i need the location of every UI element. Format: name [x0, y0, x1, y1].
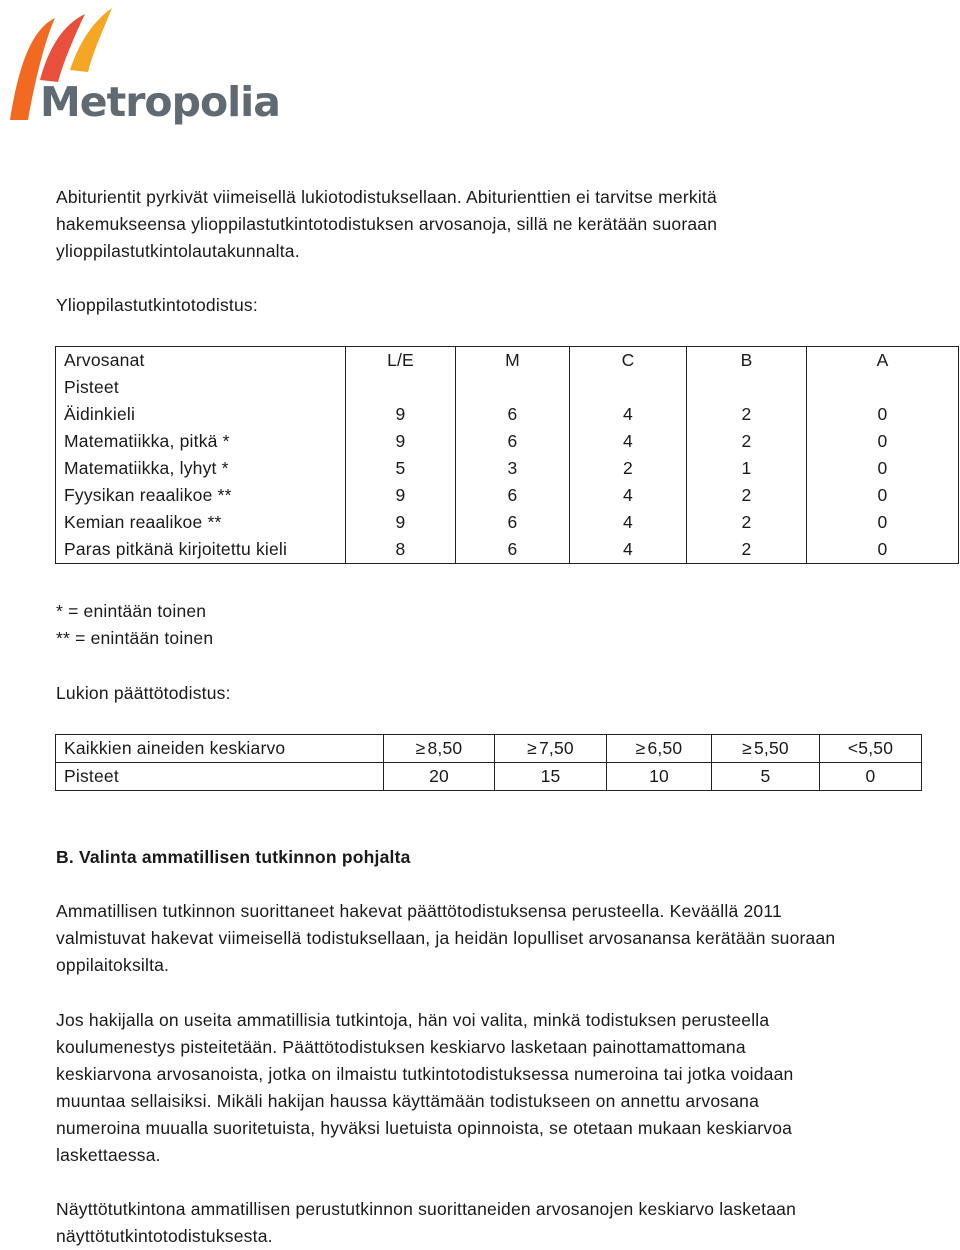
paragraph-3 [56, 1196, 946, 1250]
header-cell: L/E [346, 347, 456, 375]
table-cell [712, 735, 820, 763]
table-row [56, 763, 922, 791]
row-label: Pisteet [56, 374, 346, 401]
row-label: Fyysikan reaalikoe ** [56, 482, 346, 509]
metropolia-logo [0, 0, 280, 140]
table-cell: 2 [687, 401, 807, 428]
table-cell: 0 [807, 536, 959, 564]
row-label: Matematiikka, pitkä * [56, 428, 346, 455]
table-cell: 6 [456, 509, 570, 536]
table-cell: 2 [687, 536, 807, 564]
table-cell: 8 [346, 536, 456, 564]
row-label: Kemian reaalikoe ** [56, 509, 346, 536]
paragraph-line: Ammatillisen tutkinnon suorittaneet hakevat päättötodistuksensa perusteella. Keväällä 2011 [56, 901, 782, 921]
paragraph-2 [56, 1007, 946, 1169]
paragraph-line: valmistuvat hakevat viimeisellä todistuksellaan, ja heidän lopulliset arvosanansa kerätään suoraan [56, 928, 836, 948]
intro-paragraph [56, 184, 946, 265]
threshold-value: 6,50 [647, 738, 683, 758]
table-row [56, 401, 959, 428]
table-header-row [56, 347, 959, 375]
header-cell: M [456, 347, 570, 375]
threshold-value: 5,50 [753, 738, 789, 758]
table-cell: 0 [807, 401, 959, 428]
table-cell: 4 [570, 482, 687, 509]
table-cell: 0 [807, 482, 959, 509]
table-cell [384, 735, 495, 763]
yo-heading: Ylioppilastutkintotodistus: [56, 295, 258, 315]
table-cell [607, 735, 712, 763]
section-b-heading: B. Valinta ammatillisen tutkinnon pohjalta [56, 847, 411, 867]
table-cell: 0 [807, 455, 959, 482]
ge-symbol: ≥ [742, 738, 752, 758]
table-row [56, 536, 959, 564]
table-row [56, 509, 959, 536]
table-cell: 2 [687, 482, 807, 509]
table-cell: 4 [570, 401, 687, 428]
paragraph-1 [56, 898, 946, 979]
table-cell: 3 [456, 455, 570, 482]
table-cell: 2 [687, 509, 807, 536]
table-cell: 4 [570, 536, 687, 564]
footnote: ** = enintään toinen [56, 628, 214, 648]
paragraph-line: muuntaa sellaisiksi. Mikäli hakijan haussa käyttämään todistukseen on annettu arvosana [56, 1091, 760, 1111]
table-cell: 0 [820, 763, 922, 791]
table-cell: 2 [687, 428, 807, 455]
row-label: Pisteet [56, 763, 384, 791]
footnote: * = enintään toinen [56, 601, 207, 621]
paragraph-line: Näyttötutkintona ammatillisen perustutkinnon suorittaneiden arvosanojen keskiarvo lasketaan [56, 1199, 796, 1219]
intro-line: hakemukseensa ylioppilastutkintotodistuksen arvosanoja, sillä ne kerätään suoraan [56, 214, 718, 234]
table-row [56, 482, 959, 509]
logo-text: Metropolia [40, 78, 280, 126]
table-cell [807, 374, 959, 401]
table-cell: 4 [570, 428, 687, 455]
table-cell [456, 374, 570, 401]
lukio-grades-table [55, 734, 922, 791]
paragraph-line: oppilaitoksilta. [56, 955, 170, 975]
table-cell: 6 [456, 482, 570, 509]
table-cell: 9 [346, 482, 456, 509]
table-cell: 1 [687, 455, 807, 482]
row-label: Äidinkieli [56, 401, 346, 428]
table-row [56, 428, 959, 455]
table-cell [346, 374, 456, 401]
header-cell: Arvosanat [56, 347, 346, 375]
paragraph-line: keskiarvona arvosanoista, jotka on ilmaistu tutkintotodistuksessa numeroina tai jotka voidaan [56, 1064, 794, 1084]
table-cell: 5 [712, 763, 820, 791]
intro-line: Abiturientit pyrkivät viimeisellä lukiotodistuksellaan. Abiturienttien ei tarvitse merkitä [56, 187, 717, 207]
table-cell: 0 [807, 509, 959, 536]
header-cell: B [687, 347, 807, 375]
table-cell: 10 [607, 763, 712, 791]
ge-symbol: ≥ [635, 738, 646, 758]
table-cell: 6 [456, 536, 570, 564]
paragraph-line: Jos hakijalla on useita ammatillisia tutkintoja, hän voi valita, minkä todistuksen perusteella [56, 1010, 770, 1030]
table-cell: 20 [384, 763, 495, 791]
table-cell: 6 [456, 428, 570, 455]
header-cell: A [807, 347, 959, 375]
table-row [56, 455, 959, 482]
table-cell: 5 [346, 455, 456, 482]
threshold-value: 8,50 [427, 738, 463, 758]
table-cell: 9 [346, 428, 456, 455]
paragraph-line: koulumenestys pisteitetään. Päättötodistuksen keskiarvo lasketaan painottamattomana [56, 1037, 746, 1057]
table-cell: 6 [456, 401, 570, 428]
table-cell: 2 [570, 455, 687, 482]
paragraph-line: näyttötutkintotodistuksesta. [56, 1226, 273, 1246]
row-label: Paras pitkänä kirjoitettu kieli [56, 536, 346, 564]
paragraph-line: laskettaessa. [56, 1145, 161, 1165]
footnotes [56, 598, 946, 652]
intro-line: ylioppilastutkintolautakunnalta. [56, 241, 300, 261]
lukio-heading: Lukion päättötodistus: [56, 683, 231, 703]
table-row [56, 735, 922, 763]
row-label: Kaikkien aineiden keskiarvo [56, 735, 384, 763]
table-cell [495, 735, 607, 763]
table-cell: <5,50 [820, 735, 922, 763]
row-label: Matematiikka, lyhyt * [56, 455, 346, 482]
table-cell [687, 374, 807, 401]
yo-grades-table [55, 346, 959, 564]
ge-symbol: ≥ [527, 738, 537, 758]
table-cell: 0 [807, 428, 959, 455]
table-cell: 4 [570, 509, 687, 536]
ge-symbol: ≥ [415, 738, 426, 758]
table-row [56, 374, 959, 401]
table-cell: 9 [346, 401, 456, 428]
threshold-value: 7,50 [538, 738, 574, 758]
table-cell: 15 [495, 763, 607, 791]
table-cell [570, 374, 687, 401]
paragraph-line: numeroina muualla suoritetuista, hyväksi luetuista opinnoista, se otetaan mukaan keskiarvoa [56, 1118, 793, 1138]
table-cell: 9 [346, 509, 456, 536]
header-cell: C [570, 347, 687, 375]
